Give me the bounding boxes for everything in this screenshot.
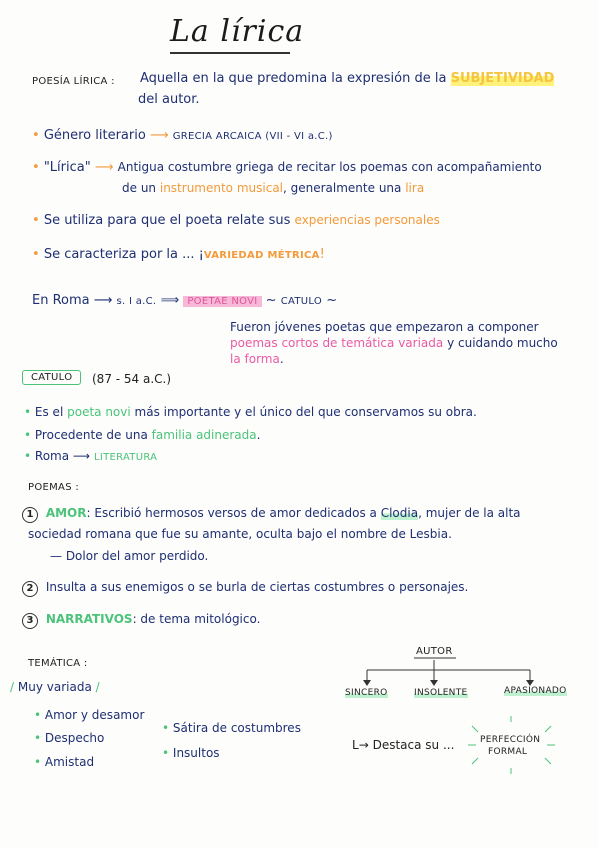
subjetividad-highlight: SUBJETIVIDAD bbox=[450, 71, 555, 86]
arrow-icon: ⟶ bbox=[149, 128, 169, 143]
tematica-label: TEMÁTICA : bbox=[28, 658, 88, 669]
autor-attr-insolente: INSOLENTE bbox=[414, 688, 468, 698]
tematica-item-left-3: • Amistad bbox=[34, 755, 95, 769]
roma-desc-3: la forma. bbox=[230, 352, 284, 366]
autor-attr-apasionado: APASIONADO bbox=[504, 686, 567, 696]
tematica-item-left-1: • Amor y desamor bbox=[34, 708, 145, 722]
bullet-genero: • Género literario ⟶ GRECIA ARCAICA (VII - VI a.C.) bbox=[32, 128, 333, 143]
tematica-item-left-2: • Despecho bbox=[34, 731, 105, 745]
catulo-bullet-3: • Roma ⟶ LITERATURA bbox=[24, 449, 158, 463]
poemas-label: POEMAS : bbox=[28, 482, 79, 493]
double-arrow-icon: ⟹ bbox=[160, 293, 180, 308]
definition-text: Aquella en la que predomina la expresión de la SUBJETIVIDAD bbox=[140, 71, 555, 86]
bullet-lirica: • "Lírica" ⟶ Antigua costumbre griega de recitar los poemas con acompañamiento bbox=[32, 160, 542, 175]
poema-1: 1 AMOR: Escribió hermosos versos de amor dedicados a Clodia, mujer de la alta bbox=[22, 506, 521, 523]
autor-attr-sincero: SINCERO bbox=[345, 688, 388, 698]
catulo-bullet-1: • Es el poeta novi más importante y el único del que conservamos su obra. bbox=[24, 405, 477, 419]
poema-1-cont: sociedad romana que fue su amante, oculta bajo el nombre de Lesbia. bbox=[28, 527, 452, 541]
catulo-dates: (87 - 54 a.C.) bbox=[92, 372, 172, 386]
catulo-label: CATULO bbox=[22, 370, 81, 385]
roma-desc-1: Fueron jóvenes poetas que empezaron a componer bbox=[230, 320, 539, 334]
poetae-novi-tag: POETAE NOVI bbox=[183, 296, 261, 307]
poema-2: 2 Insulta a sus enemigos o se burla de ciertas costumbres o personajes. bbox=[22, 580, 468, 597]
tematica-item-right-1: • Sátira de costumbres bbox=[162, 721, 301, 735]
arrow-icon: → bbox=[358, 738, 369, 752]
arrow-icon: ⟶ bbox=[94, 160, 114, 175]
autor-destaca: L→ Destaca su ... bbox=[352, 738, 455, 752]
roma-line: En Roma ⟶ s. I a.C. ⟹ POETAE NOVI ~ CATULO ~ bbox=[32, 293, 338, 308]
catulo-bullet-2: • Procedente de una familia adinerada. bbox=[24, 428, 261, 442]
page-title: La lírica bbox=[170, 14, 305, 49]
bullet-utiliza: • Se utiliza para que el poeta relate sus experiencias personales bbox=[32, 213, 440, 228]
arrow-icon: ⟶ bbox=[93, 293, 113, 308]
roma-desc-2: poemas cortos de temática variada y cuidando mucho bbox=[230, 336, 558, 350]
poema-1-sub: — Dolor del amor perdido. bbox=[50, 549, 209, 563]
bullet-lirica-cont: de un instrumento musical, generalmente una lira bbox=[122, 181, 425, 195]
autor-label: AUTOR bbox=[416, 646, 453, 657]
arrow-icon: ⟶ bbox=[72, 449, 91, 463]
perfeccion-formal-1: PERFECCIÓN bbox=[480, 735, 541, 745]
bullet-caracteriza: • Se caracteriza por la ... ¡VARIEDAD MÉTRICA! bbox=[32, 247, 325, 262]
tematica-variada: / Muy variada / bbox=[10, 680, 100, 694]
definition-text-2: del autor. bbox=[138, 92, 200, 107]
perfeccion-formal-2: FORMAL bbox=[488, 747, 528, 757]
definition-label: POESÍA LÍRICA : bbox=[32, 76, 115, 87]
tematica-item-right-2: • Insultos bbox=[162, 746, 220, 760]
poema-3: 3 NARRATIVOS: de tema mitológico. bbox=[22, 612, 260, 629]
